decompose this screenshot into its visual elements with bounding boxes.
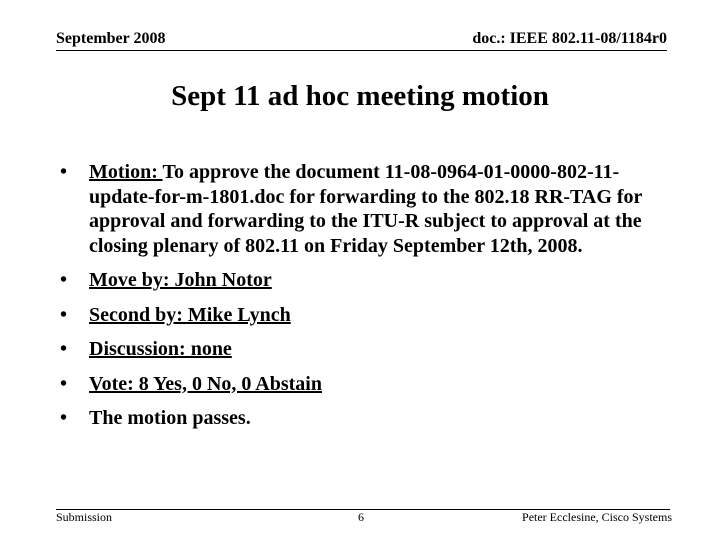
bullet-dot-icon: •: [60, 303, 68, 326]
discussion-text: Discussion: none: [89, 338, 232, 360]
header-doc-id: doc.: IEEE 802.11-08/1184r0: [472, 30, 667, 47]
motion-text: To approve the document 11-08-0964-01-0000-802-11-update-for-m-1801.doc for forwarding to the 802.18 RR-TAG for approval and forwarding to the ITU-R subject to approval at the closing plenary of 802.11 on Friday September 12th, 2008.: [89, 161, 643, 257]
header-date: September 2008: [56, 30, 166, 47]
bullet-move-by: [60, 268, 660, 293]
result-text: The motion passes.: [89, 407, 251, 429]
motion-label: Motion:: [89, 161, 163, 183]
bullet-result: [60, 406, 660, 431]
footer-submission: Submission: [56, 510, 113, 524]
footer-page-number: 6: [358, 510, 364, 524]
bullet-motion: [60, 160, 660, 258]
bullet-dot-icon: •: [60, 161, 68, 183]
second-by-text: Second by: Mike Lynch: [89, 303, 291, 326]
footer-author: Peter Ecclesine, Cisco Systems: [522, 510, 672, 524]
header-divider: [56, 50, 667, 51]
bullet-discussion: [60, 337, 660, 362]
slide-title: Sept 11 ad hoc meeting motion: [171, 80, 549, 112]
motion-bullet-list: [60, 160, 660, 441]
move-by-text: Move by: John Notor: [89, 269, 272, 291]
vote-text: Vote: 8 Yes, 0 No, 0 Abstain: [89, 372, 322, 395]
bullet-vote: [60, 372, 660, 397]
bullet-dot-icon: •: [60, 269, 68, 291]
bullet-dot-icon: •: [60, 407, 68, 429]
bullet-dot-icon: •: [60, 372, 68, 395]
bullet-dot-icon: •: [60, 338, 68, 360]
bullet-second-by: [60, 303, 660, 328]
